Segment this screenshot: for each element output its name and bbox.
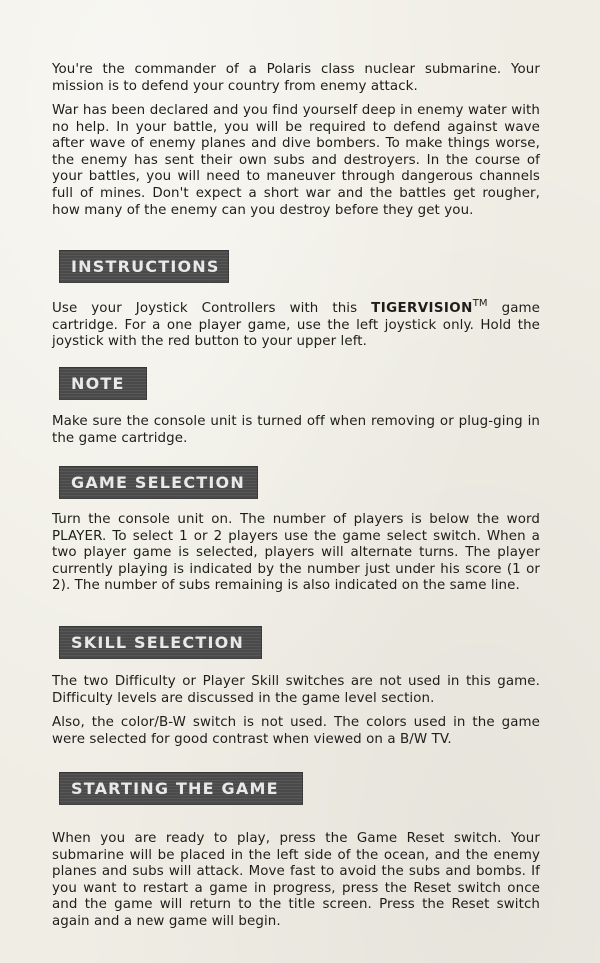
skill-selection-heading bbox=[59, 626, 262, 659]
game-selection-paragraph: Turn the console unit on. The number of players is below the word PLAYER. To select 1 or 2 players use the game select switch. When a two player game is selected, players will alternate turns. The player currently playing is indicated by the number just under his score (1 or 2). The number of subs remaining is also indicated on the same line. bbox=[52, 512, 540, 594]
game-selection-heading-text: GAME SELECTION bbox=[71, 473, 245, 492]
note-heading-text: NOTE bbox=[71, 374, 125, 393]
intro-paragraph-2: War has been declared and you find yourself deep in enemy water with no help. In your battle, you will be required to defend against wave after wave of enemy planes and dive bombers. To make things worse, the enemy has sent their own subs and destroyers. In the course of your battles, you will need to maneuver through dangerous channels full of mines. Don't expect a short war and the battles get rougher, how many of the enemy can you destroy before they get you. bbox=[52, 103, 540, 218]
skill-selection-paragraph-2: Also, the color/B-W switch is not used. The colors used in the game were selected for good contrast when viewed on a B/W TV. bbox=[52, 715, 540, 747]
starting-game-heading-text: STARTING THE GAME bbox=[71, 779, 279, 798]
instructions-paragraph bbox=[52, 296, 540, 351]
skill-selection-heading-text: SKILL SELECTION bbox=[71, 633, 245, 652]
instructions-heading bbox=[59, 250, 229, 283]
instructions-text-after: game cartridge. For a one player game, use the left joystick only. Hold the joystick with the red button to your upper left. bbox=[52, 301, 540, 350]
skill-selection-paragraph-1: The two Difficulty or Player Skill switches are not used in this game. Difficulty levels are discussed in the game level section. bbox=[52, 674, 540, 706]
instructions-heading-text: INSTRUCTIONS bbox=[71, 257, 220, 276]
starting-game-paragraph: When you are ready to play, press the Game Reset switch. Your submarine will be placed in the left side of the ocean, and the enemy planes and subs will attack. Move fast to avoid the subs and bombs. If you want to restart a game in progress, press the Reset switch once and the game will return to the title screen. Press the Reset switch again and a new game will begin. bbox=[52, 831, 540, 929]
note-heading bbox=[59, 367, 147, 400]
note-paragraph: Make sure the console unit is turned off when removing or plug-ging in the game cartridge. bbox=[52, 414, 540, 446]
instructions-text-before: Use your Joystick Controllers with this bbox=[52, 301, 372, 316]
intro-paragraph-1: You're the commander of a Polaris class nuclear submarine. Your mission is to defend your country from enemy attack. bbox=[52, 62, 540, 94]
game-selection-heading bbox=[59, 466, 258, 499]
trademark-mark: TM bbox=[472, 298, 488, 309]
starting-game-heading bbox=[59, 772, 303, 805]
tigervision-brand: TIGERVISION bbox=[371, 301, 473, 316]
